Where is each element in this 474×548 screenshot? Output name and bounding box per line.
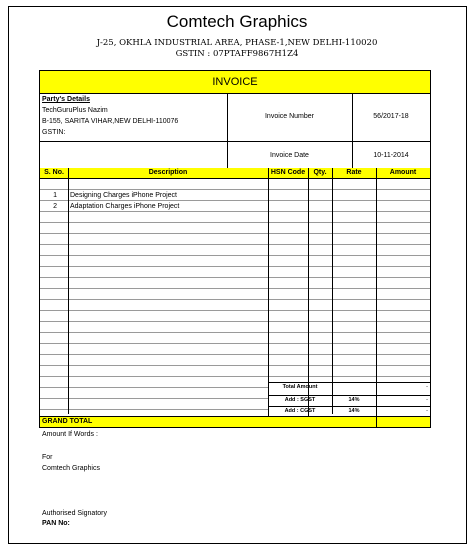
grid-row-line (40, 343, 430, 344)
party-name: TechGuruPlus Nazim (42, 107, 108, 114)
party-heading: Party's Details (42, 96, 90, 103)
grid-row-line (40, 233, 430, 234)
grid-row-line (40, 266, 430, 267)
col-header-rate: Rate (346, 169, 362, 176)
col-header-qty: Qty. (313, 169, 327, 176)
invoice-number: 56/2017-18 (373, 113, 409, 120)
grid-row-line (40, 200, 430, 201)
total-amount-label: Total Amount (282, 384, 318, 390)
col-header-hsn: HSN Code (270, 169, 306, 176)
grid-row-line (40, 387, 268, 388)
sgst-value: - (426, 397, 428, 403)
grid-row-line (40, 299, 430, 300)
invoice-number-label: Invoice Number (264, 113, 315, 120)
footer-company-name: Comtech Graphics (42, 465, 100, 472)
col-header-description: Description (148, 169, 188, 176)
cgst-value: - (426, 408, 428, 414)
grid-row-line (40, 376, 430, 377)
company-gstin: GSTIN : 07PTAFF9867H1Z4 (175, 49, 299, 59)
col-header-amount: Amount (389, 169, 417, 176)
grid-row-line (40, 409, 268, 410)
sgst-rate: 14% (348, 397, 360, 403)
grid-row-line (40, 222, 430, 223)
invoice-date: 10-11-2014 (373, 152, 409, 159)
invoice-date-label: Invoice Date (270, 152, 309, 159)
grid-row-line (40, 211, 430, 212)
cgst-label: Add : CGST (284, 408, 316, 414)
grand-total-label: GRAND TOTAL (42, 418, 93, 425)
authorised-signatory-label: Authorised Signatory (42, 510, 107, 517)
grid-row-line (40, 244, 430, 245)
grid-row-line (40, 365, 430, 366)
grid-row-line (40, 277, 430, 278)
cgst-rate: 14% (348, 408, 360, 414)
amount-in-words-label: Amount If Words : (42, 431, 98, 438)
grid-row-line (40, 310, 430, 311)
row-sno: 2 (53, 203, 57, 210)
grid-row-line (40, 398, 268, 399)
grid-row-line (40, 354, 430, 355)
row-description: Adaptation Charges iPhone Project (70, 203, 180, 210)
invoice-box (39, 70, 431, 428)
sgst-label: Add : SGST (284, 397, 316, 403)
grid-row-line (40, 288, 430, 289)
company-name: Comtech Graphics (166, 12, 308, 31)
party-gstin: GSTIN: (42, 129, 66, 136)
grid-row-line (40, 332, 430, 333)
invoice-title: INVOICE (212, 76, 258, 88)
col-header-sno: S. No. (44, 169, 64, 176)
row-description: Designing Charges iPhone Project (70, 192, 178, 199)
for-label: For (42, 454, 53, 461)
grid-row-line (40, 321, 430, 322)
grid-row-line (40, 255, 430, 256)
row-sno: 1 (53, 192, 57, 199)
party-address: B-155, SARITA VIHAR,NEW DELHI-110076 (42, 118, 179, 125)
grid-row-line (40, 189, 430, 190)
total-amount-value: - (426, 384, 428, 390)
pan-label: PAN No: (42, 520, 70, 527)
company-address: J-25, OKHLA INDUSTRIAL AREA, PHASE-1,NEW DELHI-110020 (96, 38, 378, 48)
grand-total-band (40, 416, 430, 427)
